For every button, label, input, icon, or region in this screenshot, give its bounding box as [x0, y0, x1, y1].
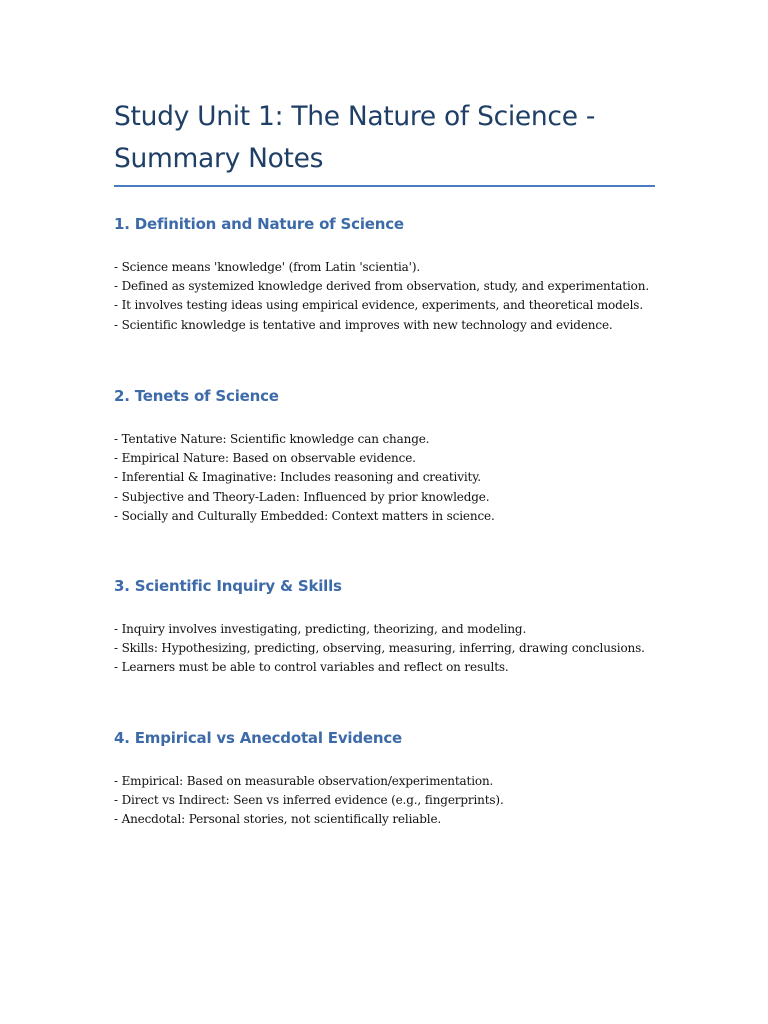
- title-divider: [114, 185, 655, 187]
- section-list: [114, 258, 674, 335]
- list-item: - Empirical: Based on measurable observation/experimentation.: [114, 774, 494, 788]
- list-item: - Inferential & Imaginative: Includes reasoning and creativity.: [114, 470, 481, 485]
- section-tenets: [114, 386, 674, 526]
- section-evidence: [114, 728, 674, 830]
- list-item: - Defined as systemized knowledge derived from observation, study, and experimentation.: [114, 279, 649, 294]
- title-line-2: Summary Notes: [114, 143, 324, 174]
- section-heading: 1. Definition and Nature of Science: [114, 215, 404, 233]
- list-item: - Empirical Nature: Based on observable evidence.: [114, 451, 416, 466]
- list-item: - Skills: Hypothesizing, predicting, observing, measuring, inferring, drawing conclusions.: [114, 641, 645, 656]
- section-definition: [114, 214, 674, 335]
- list-item: - Science means 'knowledge' (from Latin 'scientia').: [114, 260, 421, 274]
- list-item: - Tentative Nature: Scientific knowledge can change.: [114, 432, 430, 446]
- list-item: - It involves testing ideas using empirical evidence, experiments, and theoretical models.: [114, 298, 643, 313]
- section-heading: 3. Scientific Inquiry & Skills: [114, 577, 342, 595]
- list-item: - Subjective and Theory-Laden: Influenced by prior knowledge.: [114, 489, 490, 504]
- document-header: [114, 96, 655, 187]
- section-list: [114, 430, 674, 526]
- list-item: - Direct vs Indirect: Seen vs inferred evidence (e.g., fingerprints).: [114, 793, 504, 808]
- page-title: [114, 96, 655, 180]
- section-inquiry: [114, 576, 674, 678]
- section-heading: 4. Empirical vs Anecdotal Evidence: [114, 729, 403, 747]
- title-line-1: Study Unit 1: The Nature of Science -: [114, 101, 596, 132]
- list-item: - Anecdotal: Personal stories, not scientifically reliable.: [114, 812, 442, 827]
- section-list: [114, 772, 674, 830]
- list-item: - Scientific knowledge is tentative and improves with new technology and evidence.: [114, 317, 613, 332]
- list-item: - Inquiry involves investigating, predicting, theorizing, and modeling.: [114, 622, 527, 636]
- list-item: - Learners must be able to control variables and reflect on results.: [114, 660, 509, 675]
- section-list: [114, 620, 674, 678]
- list-item: - Socially and Culturally Embedded: Context matters in science.: [114, 508, 495, 523]
- section-heading: 2. Tenets of Science: [114, 387, 279, 405]
